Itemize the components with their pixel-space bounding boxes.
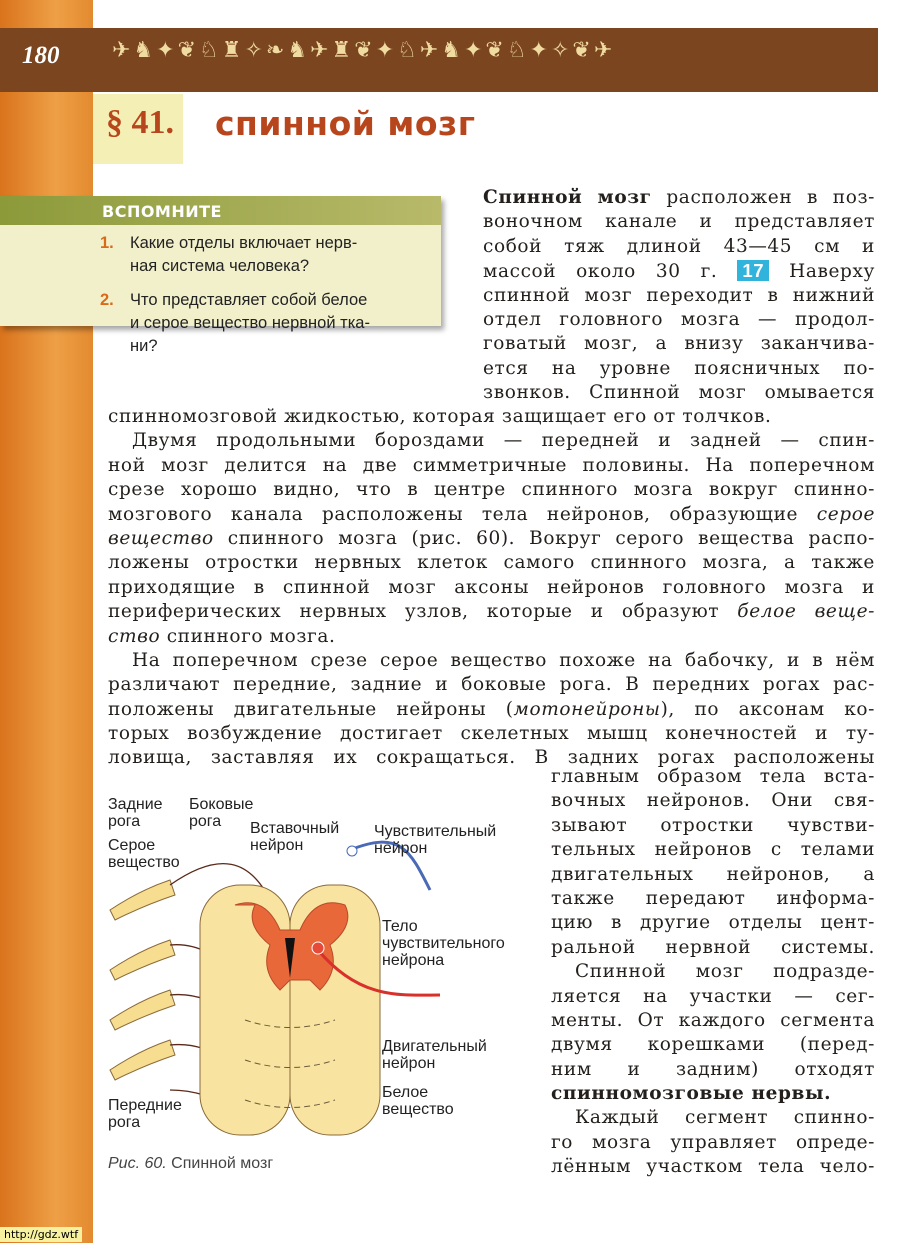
text-line: ловища, заставляя их сокращаться. В задних рогах расположены	[108, 747, 875, 769]
text-line: На поперечном срезе серое вещество похоже на бабочку, и в нём	[132, 649, 875, 671]
bold-term: спинномозговые нервы.	[551, 1083, 832, 1105]
italic-term: вещество	[108, 527, 214, 549]
caption-prefix: Рис. 60.	[108, 1155, 167, 1172]
text-line: лённым участком тела чело-	[551, 1156, 875, 1178]
text-full-width	[108, 405, 875, 771]
italic-term: белое веще-	[737, 601, 876, 623]
text-line: положены двигательные нейроны (мотонейроны), по аксонам ко-	[108, 698, 875, 720]
text-line: приходящие в спинной мозг аксоны нейронов головного мозга и	[108, 576, 875, 598]
label-motor-neuron: Двигательный нейрон	[382, 1038, 487, 1072]
question-line: ная система человека?	[130, 257, 310, 275]
text-line: также передают информа-	[551, 887, 875, 909]
text-line: звонков. Спинной мозг омывается	[483, 382, 875, 404]
source-link[interactable]: http://gdz.wtf	[0, 1227, 82, 1242]
text-line: менты. От каждого сегмента	[551, 1009, 875, 1031]
text-line: периферических нервных узлов, которые и образуют белое веще-	[108, 601, 876, 623]
text-line: двигательных нейронов, а	[551, 863, 875, 885]
section-number: § 41.	[106, 104, 174, 141]
text-line: Двумя продольными бороздами — передней и задней — спин-	[132, 430, 875, 452]
page-title: спинной мозг	[215, 104, 476, 143]
text-line: вещество спинного мозга (рис. 60). Вокруг серого вещества распо-	[108, 527, 875, 549]
text-line: спинной мозг переходит в нижний	[483, 284, 875, 306]
label-gray-matter: Серое вещество	[108, 837, 180, 871]
text-line: ной мозг делится на две симметричные половины. На поперечном	[108, 454, 875, 476]
label-sensory-neuron-body: Тело чувствительного нейрона	[382, 918, 505, 969]
label-lateral-horns: Боковые рога	[189, 796, 254, 830]
text-line: ральной нервной системы.	[551, 936, 875, 958]
text-line: Спинной мозг подразде-	[575, 961, 875, 983]
text-line: говатый мозг, а внизу заканчива-	[483, 333, 875, 355]
text-line: массой около 30 г. 17 Наверху	[483, 260, 876, 283]
italic-term: мотонейроны	[513, 698, 661, 720]
bold-term: Спинной мозг	[483, 187, 652, 208]
figure-caption	[108, 1155, 273, 1173]
text-line: ложены отростки нервных клеток самого спинного мозга, а также	[108, 552, 875, 574]
text-line: воночном канале и представляет	[483, 211, 875, 233]
text-line	[551, 1082, 875, 1106]
text-line: срезе хорошо видно, что в центре спинного мозга вокруг спинно-	[108, 479, 875, 501]
question-line: Какие отделы включает нерв-	[130, 234, 358, 252]
text-line: ним и задним) отходят	[551, 1058, 875, 1080]
page-edge-strip	[0, 0, 93, 1243]
label-anterior-horns: Передние рога	[108, 1097, 182, 1131]
text-line: Спинной мозг расположен в поз-	[483, 187, 875, 208]
italic-term: серое	[816, 503, 875, 525]
text-line: го мозга управляет опреде-	[551, 1131, 875, 1153]
text-line: отдел головного мозга — продол-	[483, 308, 875, 330]
question-number: 1.	[100, 234, 114, 252]
recall-heading: ВСПОМНИТЕ	[0, 196, 441, 225]
text-column-top-right	[483, 186, 875, 406]
caption-text: Спинной мозг	[171, 1155, 274, 1172]
text-line: тельных нейронов с телами	[551, 839, 875, 861]
page-number: 180	[22, 42, 60, 69]
question-number: 2.	[100, 291, 114, 309]
label-interneuron: Вставочный нейрон	[250, 820, 340, 854]
question-line: ни?	[130, 337, 158, 355]
animal-silhouettes-decoration: ✈♞✦❦♘♜✧❧♞✈♜❦✦♘✈♞✦❦♘✦✧❦✈	[112, 38, 616, 63]
italic-term: ство	[108, 625, 161, 647]
text-line: ется на уровне поясничных по-	[483, 357, 875, 379]
text-line: вочных нейронов. Они свя-	[551, 790, 875, 812]
text-line: двумя корешками (перед-	[551, 1034, 875, 1056]
recall-box	[0, 196, 441, 355]
label-sensory-neuron: Чувствительный нейрон	[374, 823, 497, 857]
label-posterior-horns: Задние рога	[108, 796, 163, 830]
text-column-bottom-right	[551, 765, 875, 1180]
reference-badge: 17	[737, 260, 769, 281]
text-line: ство спинного мозга.	[108, 625, 336, 647]
text-line: ляется на участки — сег-	[551, 985, 875, 1007]
text-line: мозгового канала расположены тела нейронов, образующие серое	[108, 503, 875, 525]
text-line: торых возбуждение достигает скелетных мышц конечностей и ту-	[108, 723, 875, 745]
question-line: и серое вещество нервной тка-	[130, 314, 370, 332]
question-line: Что представляет собой белое	[130, 291, 368, 309]
text-line: цию в другие отделы цент-	[551, 912, 875, 934]
text-line: спинномозговой жидкостью, которая защищает его от толчков.	[108, 406, 772, 427]
text-line: собой тяж длиной 43—45 см и	[483, 235, 875, 257]
text-line: различают передние, задние и боковые рога. В передних рогах рас-	[108, 674, 875, 696]
text-line: Каждый сегмент спинно-	[575, 1107, 875, 1129]
text-line: зывают отростки чувстви-	[551, 814, 875, 836]
label-white-matter: Белое вещество	[382, 1084, 454, 1118]
nerve-roots	[110, 880, 175, 1080]
text-line: главным образом тела вста-	[551, 766, 875, 787]
